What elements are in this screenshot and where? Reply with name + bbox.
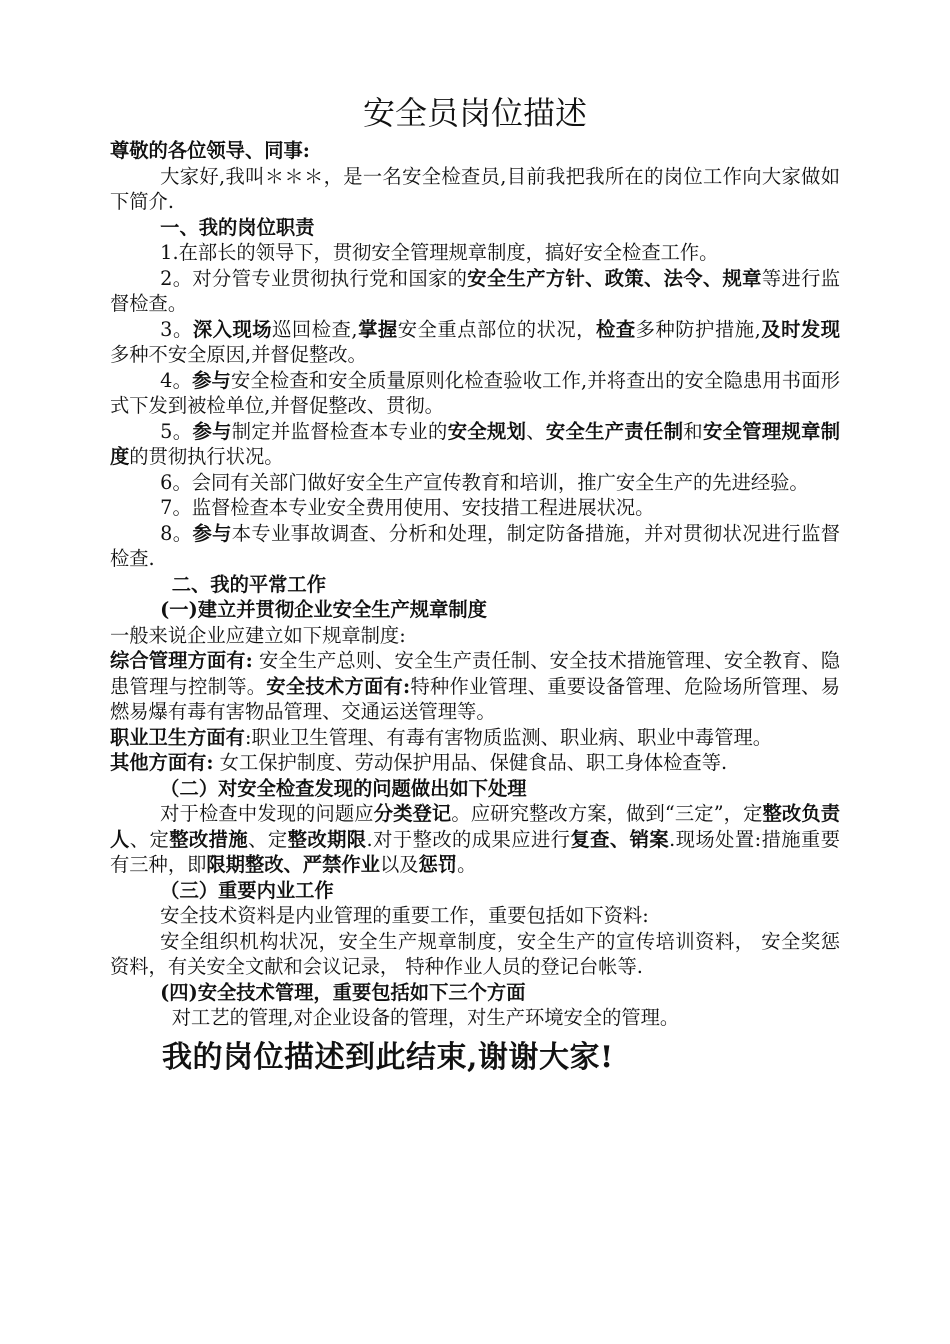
sub1-health <box>110 725 840 751</box>
sub1-lead: 一般来说企业应建立如下规章制度: <box>110 623 406 647</box>
bold-run: 安全生产方针、政策、法令、规章 <box>467 266 762 290</box>
section2-heading: 二、我的平常工作 <box>171 572 326 596</box>
document-title: 安全员岗位描述 <box>362 94 587 132</box>
bold-run: 参与 <box>192 368 231 392</box>
closing-line: 我的岗位描述到此结束,谢谢大家! <box>162 1039 614 1075</box>
bold-run: 职业卫生方面有 <box>110 725 245 749</box>
text-run: 女工保护制度、劳动保护用品、保健食品、职工身体检查等. <box>213 751 728 774</box>
sub4-body: 对工艺的管理,对企业设备的管理，对生产环境安全的管理。 <box>171 1006 680 1029</box>
text-run: 多种不安全原因,并督促整改。 <box>110 343 367 366</box>
text-run: 、定 <box>248 827 288 851</box>
bold-run: 惩罚 <box>418 853 458 876</box>
text-run: 4。 <box>160 368 193 392</box>
bold-run: 限期整改、严禁作业 <box>206 853 380 876</box>
text-run: 本专业事故调查、分析和处理，制定防备措施，并对贯彻状况进行监督检查. <box>110 521 841 570</box>
duty-item-4 <box>110 368 840 419</box>
bold-run: 参与 <box>192 419 232 443</box>
sub1-heading: (一)建立并贯彻企业安全生产规章制度 <box>160 598 487 621</box>
text-run: 制定并监督检查本专业的 <box>231 419 448 443</box>
duty-item-8 <box>110 521 840 572</box>
text-run: 多种防护措施, <box>635 317 761 341</box>
sub2-body <box>110 801 840 878</box>
bold-run: 安全技术方面有: <box>266 674 411 698</box>
document-page <box>110 88 840 1083</box>
sub4-heading: (四)安全技术管理，重要包括如下三个方面 <box>160 980 526 1004</box>
sub1-other <box>110 750 840 776</box>
text-run: 对于检查中发现的问题应 <box>160 802 374 825</box>
sub3-p2: 安全组织机构状况，安全生产规章制度，安全生产的宣传培训资料， 安全奖惩资料，有关安全文献和会议记录， 特种作业人员的登记台帐等. <box>110 929 840 978</box>
text-run: 安全重点部位的状况， <box>397 317 596 341</box>
duty-item-5 <box>110 419 840 470</box>
intro-paragraph: 大家好,我叫＊＊＊，是一名安全检查员,目前我把我所在的岗位工作向大家做如下简介. <box>110 164 840 213</box>
text-run: 、定 <box>129 827 170 851</box>
text-run: 安全检查和安全质量原则化检查验收工作,并将查出的安全隐患用书面形式下发到被检单位,并督促整改、贯彻。 <box>110 368 840 417</box>
bold-run: 深入现场 <box>192 317 273 341</box>
bold-run: 整改负责人 <box>110 802 841 851</box>
duty-item-6: 6。会同有关部门做好安全生产宣传教育和培训，推广安全生产的先进经验。 <box>160 470 809 494</box>
text-run: 8。 <box>160 521 193 545</box>
duty-item-3 <box>110 317 840 368</box>
sub2-heading: （二）对安全检查发现的问题做出如下处理 <box>160 776 527 800</box>
text-run: 5。 <box>160 419 193 443</box>
bold-run: 整改措施 <box>169 827 249 851</box>
bold-run: 参与 <box>192 521 232 545</box>
bold-run: 整改期限 <box>287 827 367 851</box>
text-run: 特种作业管理、重要设备管理、危险场所管理、易燃易爆有毒有害物品管理、交通运送管理等。 <box>110 674 841 723</box>
bold-run: 及时发现 <box>760 317 841 341</box>
bold-run: 分类登记 <box>373 802 452 825</box>
text-run: .对于整改的成果应进行 <box>366 827 571 851</box>
text-run: 安全生产总则、安全生产责任制、安全技术措施管理、安全教育、隐患管理与控制等。 <box>110 649 840 698</box>
text-run: :职业卫生管理、有毒有害物质监测、职业病、职业中毒管理。 <box>244 725 773 749</box>
bold-run: 掌握 <box>357 317 398 341</box>
bold-run: 综合管理方面有: <box>110 649 253 672</box>
bold-run: 检查 <box>596 317 636 341</box>
greeting: 尊敬的各位领导、同事: <box>110 139 310 162</box>
text-run: 和 <box>683 419 703 443</box>
bold-run: 安全管理规章制度 <box>110 419 841 468</box>
text-run: 的贯彻执行状况。 <box>129 445 284 468</box>
sub3-p1: 安全技术资料是内业管理的重要工作，重要包括如下资料: <box>160 904 649 927</box>
bold-run: 其他方面有: <box>110 751 214 774</box>
text-run: 巡回检查, <box>272 317 358 341</box>
text-run: 3。 <box>160 317 193 341</box>
duty-item-1: 1.在部长的领导下，贯彻安全管理规章制度，搞好安全检查工作。 <box>160 241 719 264</box>
section1-heading: 一、我的岗位职责 <box>160 215 315 239</box>
bold-run: 安全生产责任制 <box>545 419 684 443</box>
duty-item-7: 7。监督检查本专业安全费用使用、安技措工程进展状况。 <box>160 496 655 519</box>
sub1-comprehensive <box>110 648 840 725</box>
text-run: 、 <box>526 419 546 443</box>
bold-run: 复查、销案 <box>570 827 670 851</box>
duty-item-2 <box>110 266 840 317</box>
text-run: .现场处置:措施重要有三种，即 <box>110 827 841 876</box>
sub3-heading: （三）重要内业工作 <box>160 878 334 902</box>
text-run: 。应研究整改方案，做到“三定”，定 <box>451 802 763 825</box>
bold-run: 安全规划 <box>447 419 527 443</box>
text-run: 等进行监督检查。 <box>110 266 840 315</box>
text-run: 以及 <box>379 853 419 876</box>
text-run: 2。对分管专业贯彻执行党和国家的 <box>160 266 468 290</box>
text-run: 。 <box>457 853 477 876</box>
